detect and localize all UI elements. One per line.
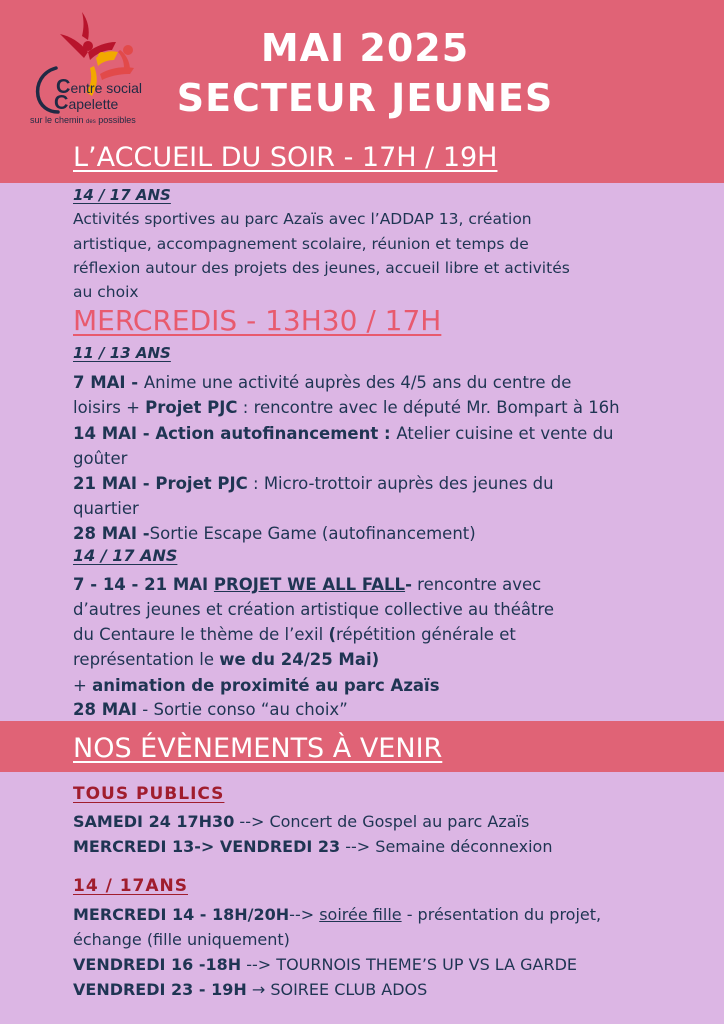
activity-line: quartier	[73, 499, 139, 518]
age-group-14-17: 14 / 17 ANS	[73, 186, 171, 204]
activity-line: loisirs + Projet PJC : rencontre avec le député Mr. Bompart à 16h	[73, 398, 620, 417]
activity-line: goûter	[73, 449, 128, 468]
activity-line: + animation de proximité au parc Azaïs	[73, 676, 440, 695]
logo-initial: C	[56, 76, 71, 98]
activity-line: 28 MAI - Sortie conso “au choix”	[73, 700, 348, 719]
section-title-evenements: NOS ÉVÈNEMENTS À VENIR	[73, 733, 443, 764]
section-title-mercredis: MERCREDIS - 13H30 / 17H	[73, 304, 442, 337]
event-line: MERCREDI 14 - 18H/20H--> soirée fille - présentation du projet,	[73, 905, 602, 924]
logo-tagline-small: des	[86, 119, 96, 125]
soiree-fille-link: soirée fille	[319, 905, 402, 924]
projet-we-all-fall-link: PROJET WE ALL FALL	[213, 575, 406, 594]
event-line: VENDREDI 23 - 19H → SOIREE CLUB ADOS	[73, 980, 428, 999]
centre-social-logo	[30, 6, 168, 134]
logo-initial-2: C	[54, 92, 69, 114]
age-group-11-13: 11 / 13 ANS	[73, 344, 171, 362]
accueil-line: au choix	[73, 283, 139, 301]
event-line: SAMEDI 24 17H30 --> Concert de Gospel au parc Azaïs	[73, 812, 530, 831]
section-title-accueil: L’ACCUEIL DU SOIR - 17H / 19H	[73, 142, 498, 173]
accueil-line: artistique, accompagnement scolaire, réunion et temps de	[73, 235, 529, 253]
activity-line: 7 - 14 - 21 MAI PROJET WE ALL FALL- rencontre avec	[73, 575, 542, 594]
page-title-sector: SECTEUR JEUNES	[176, 76, 554, 120]
activity-line: du Centaure le thème de l’exil (répétition générale et	[73, 625, 516, 644]
accueil-line: réflexion autour des projets des jeunes, accueil libre et activités	[73, 259, 570, 277]
activity-line: 28 MAI -Sortie Escape Game (autofinancement)	[73, 524, 476, 543]
activity-line: d’autres jeunes et création artistique collective au théâtre	[73, 600, 555, 619]
logo-line2: apelette	[68, 96, 119, 112]
event-line: VENDREDI 16 -18H --> TOURNOIS THEME’S UP VS LA GARDE	[73, 955, 578, 974]
page-title-month: MAI 2025	[260, 26, 470, 70]
event-line: échange (fille uniquement)	[73, 930, 290, 949]
audience-14-17: 14 / 17ANS	[73, 876, 188, 896]
event-line: MERCREDI 13-> VENDREDI 23 --> Semaine déconnexion	[73, 837, 553, 856]
activity-line: 21 MAI - Projet PJC : Micro-trottoir auprès des jeunes du	[73, 474, 554, 493]
logo-tagline: sur le chemin	[30, 115, 84, 125]
audience-tous-publics: TOUS PUBLICS	[73, 784, 225, 804]
logo-line1: entre social	[70, 80, 143, 96]
logo-tagline-end: possibles	[98, 115, 136, 125]
activity-line: 7 MAI - Anime une activité auprès des 4/5 ans du centre de	[73, 373, 572, 392]
activity-line: représentation le we du 24/25 Mai)	[73, 650, 380, 669]
accueil-line: Activités sportives au parc Azaïs avec l’ADDAP 13, création	[73, 210, 532, 228]
age-group-14-17-b: 14 / 17 ANS	[73, 546, 178, 565]
activity-line: 14 MAI - Action autofinancement : Atelier cuisine et vente du	[73, 424, 614, 443]
